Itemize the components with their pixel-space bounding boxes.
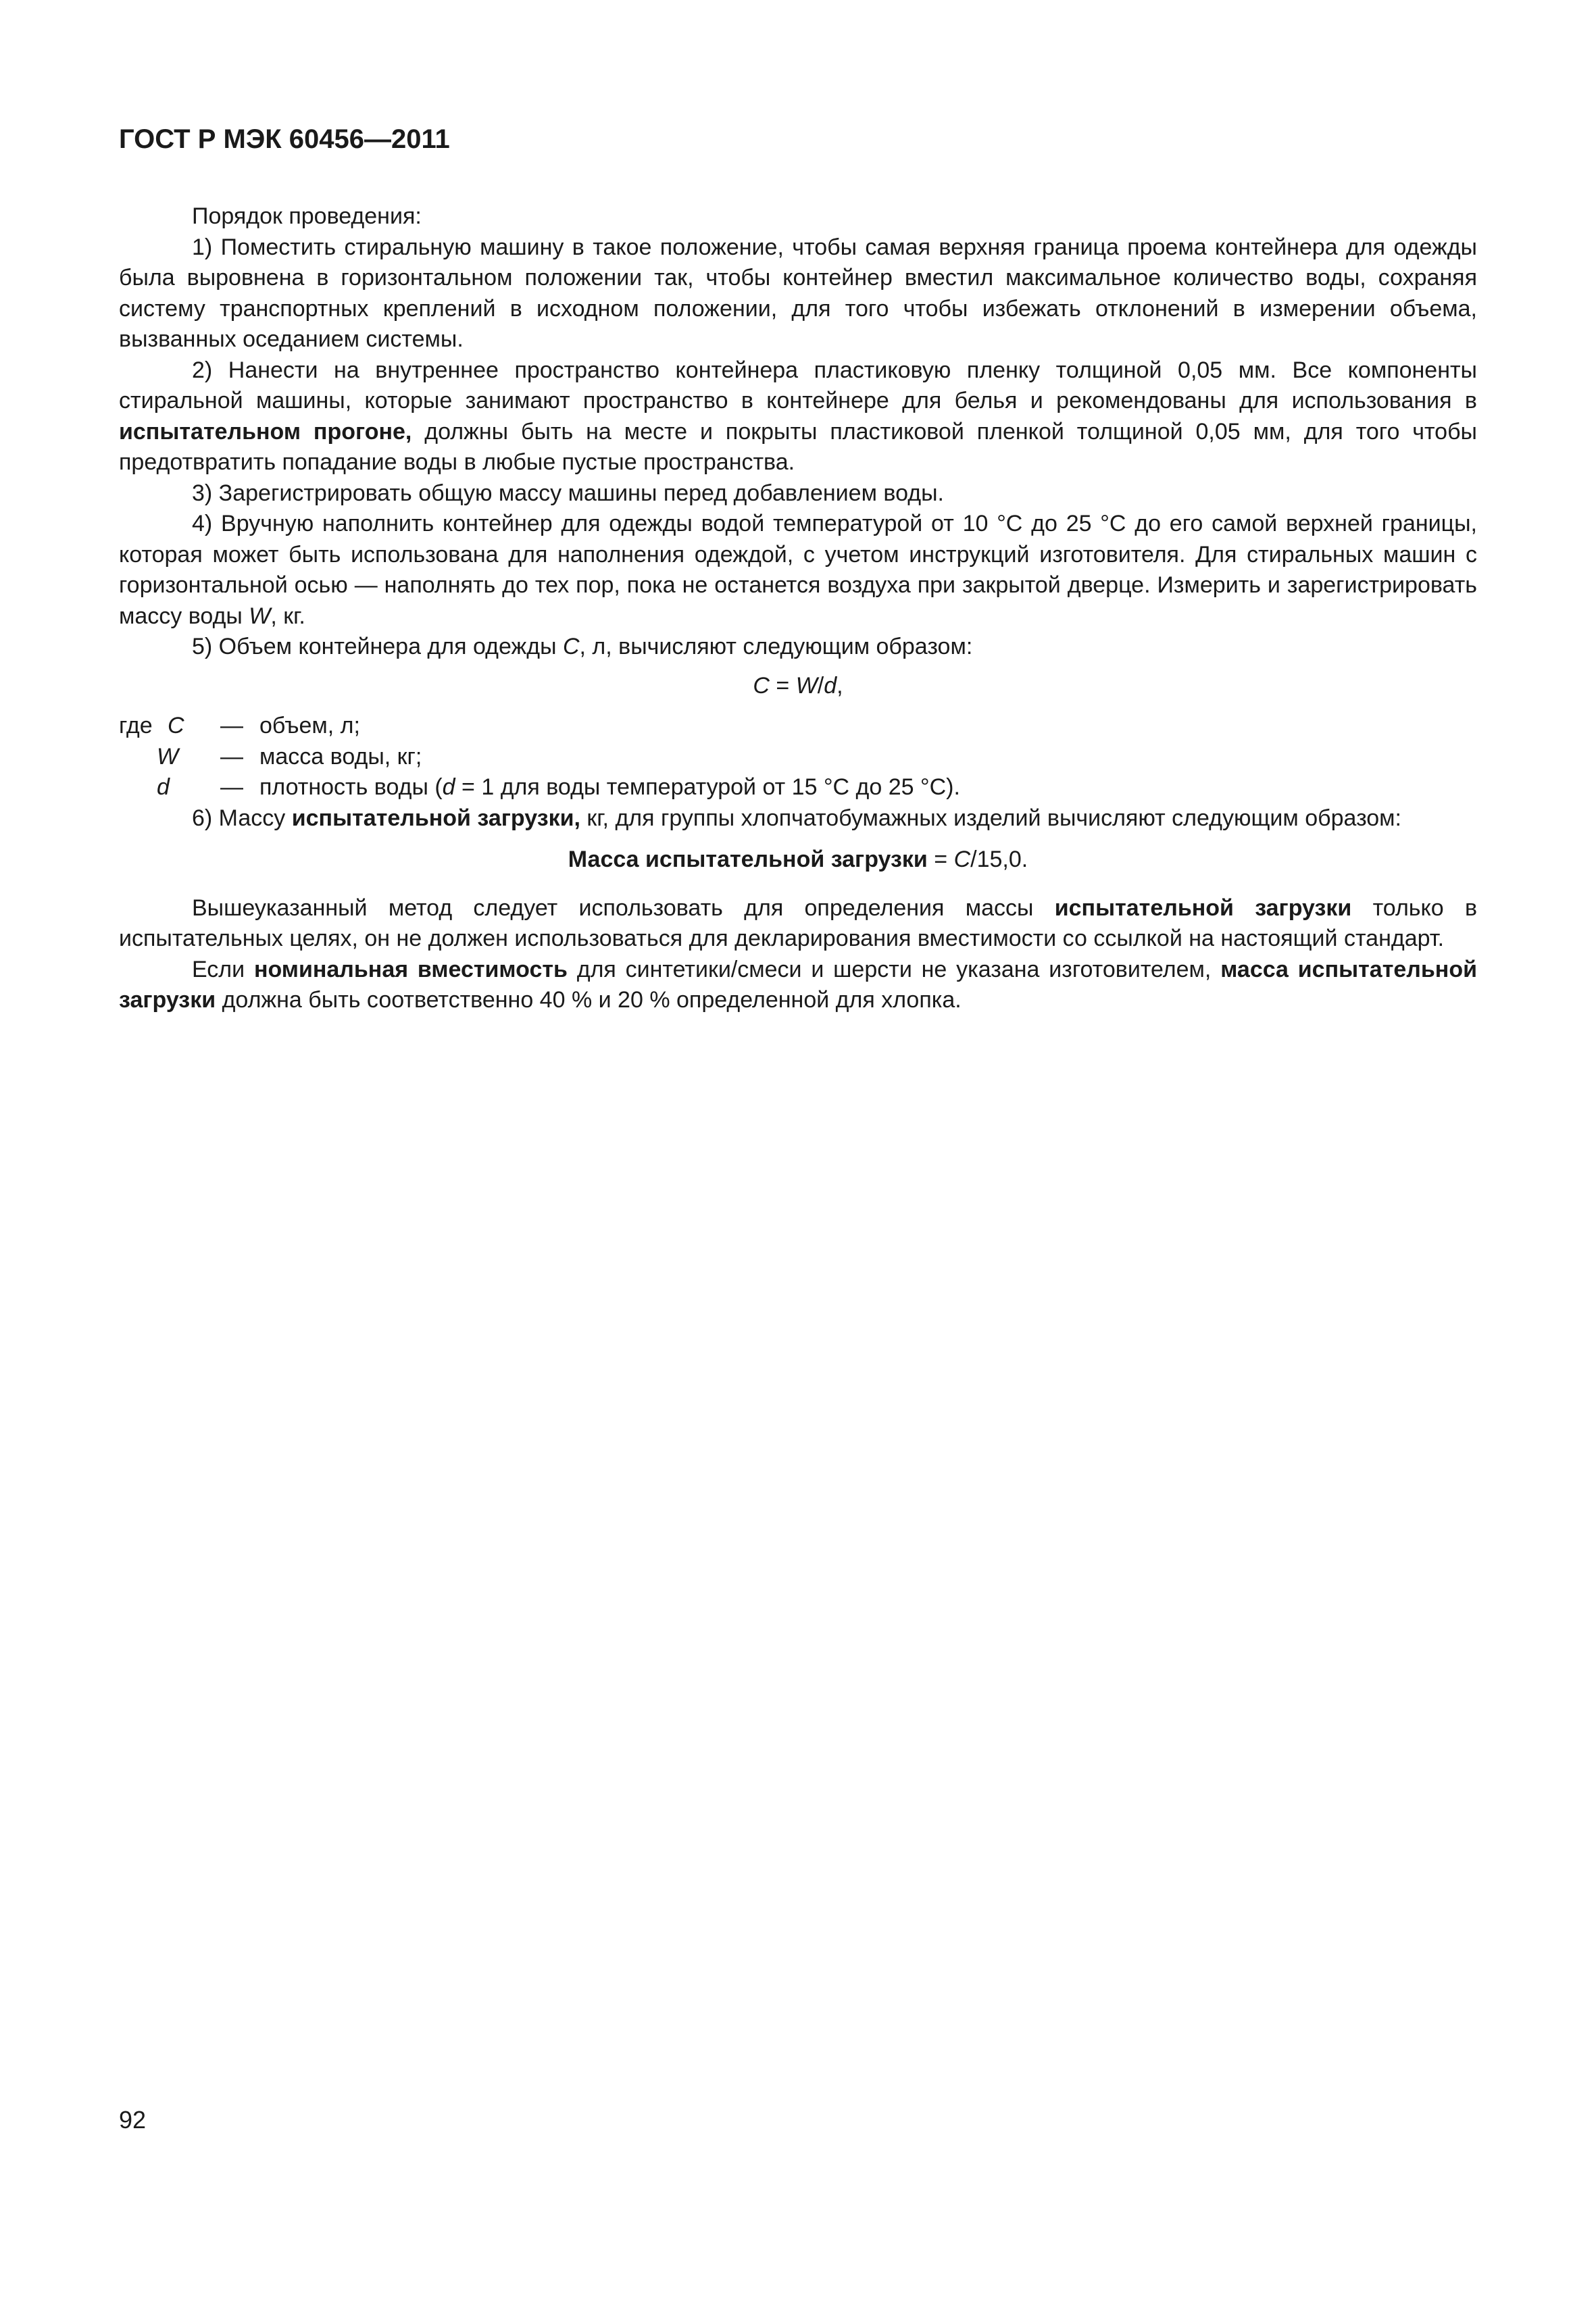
- step-5-text-b: , л, вычисляют следующим образом:: [579, 634, 973, 659]
- where-item-c: [119, 711, 1477, 742]
- document-body: [119, 201, 1477, 1016]
- where-dash: —: [220, 774, 243, 800]
- step-5-text-a: 5) Объем контейнера для одежды: [192, 634, 563, 659]
- where-desc: масса воды, кг;: [259, 743, 422, 770]
- paragraph-capacity-term-1: номинальная вместимость: [253, 956, 568, 982]
- paragraph-method-text-a: Вышеуказанный метод следует использовать для определения массы: [192, 895, 1055, 921]
- formula-volume: [119, 663, 1477, 711]
- procedure-heading: Порядок проведения:: [192, 203, 422, 229]
- where-desc: объем, л;: [259, 713, 360, 738]
- step-4-variable: W: [249, 603, 271, 629]
- formula-test-load-eq: =: [927, 847, 954, 872]
- standard-header: ГОСТ Р МЭК 60456—2011: [119, 124, 450, 154]
- formula-volume-eq: =: [769, 672, 796, 699]
- paragraph-method-note: [119, 893, 1477, 955]
- step-6-text-a: 6) Массу: [192, 805, 292, 831]
- step-2: [119, 355, 1477, 478]
- step-5: [119, 632, 1477, 663]
- where-item-d: [119, 772, 1477, 803]
- where-label: где: [119, 713, 153, 738]
- paragraph-capacity-note: [119, 955, 1477, 1016]
- where-dash: —: [220, 743, 243, 770]
- step-3: 3) Зарегистрировать общую массу машины перед добавлением воды.: [192, 480, 944, 506]
- step-5-variable: С: [562, 634, 580, 659]
- step-6-text-b: кг, для группы хлопчатобумажных изделий вычисляют следующим образом:: [580, 805, 1402, 831]
- where-dash: —: [220, 713, 243, 738]
- page-number: 92: [119, 2106, 147, 2134]
- where-symbol: С: [168, 713, 184, 738]
- where-item-w: [119, 742, 1477, 773]
- paragraph-capacity-text-a: Если: [192, 956, 254, 982]
- paragraph-method-term: испытательной загрузки: [1054, 895, 1352, 921]
- paragraph-capacity-term-2: масса испытательной загрузки: [119, 956, 1477, 1013]
- where-desc-a: плотность воды (: [259, 774, 443, 800]
- step-2-text-a: 2) Нанести на внутреннее пространство контейнера пластиковую пленку толщиной 0,05 мм. Все компоненты стиральной машины, которые занимают пространство в контейнере для белья и рекомендованы для использования в: [119, 357, 1477, 413]
- step-2-term: испытательном прогоне,: [119, 418, 412, 445]
- formula-volume-end: ,: [837, 672, 843, 699]
- step-4-text-b: , кг.: [270, 603, 305, 629]
- paragraph-capacity-text-b: для синтетики/смеси и шерсти не указана изготовителем,: [567, 956, 1221, 982]
- step-4-text-a: 4) Вручную наполнить контейнер для одежды водой температурой от 10 °С до 25 °С до его самой верхней границы, которая может быть использована для наполнения одеждой, с учетом инструкций изготовителя. Для стиральных машин с горизонтальной осью — наполнять до тех пор, пока не останется воздуха при закрытой дверце. Измерить и зарегистрировать массу воды: [119, 511, 1477, 629]
- where-desc-variable: d: [442, 774, 455, 800]
- paragraph-capacity-text-c: должна быть соответственно 40 % и 20 % определенной для хлопка.: [216, 987, 962, 1013]
- step-1: 1) Поместить стиральную машину в такое положение, чтобы самая верхняя граница проема контейнера для одежды была выровнена в горизонтальном положении так, чтобы контейнер вместил максимальное количество воды, сохраняя систему транспортных креплений в исходном положении, для того чтобы избежать отклонений в измерении объема, вызванных оседанием системы.: [119, 234, 1477, 352]
- formula-test-load: [119, 834, 1477, 893]
- formula-volume-w: W: [795, 672, 818, 699]
- formula-test-load-end: /15,0.: [970, 847, 1028, 872]
- step-6-term: испытательной загрузки,: [291, 805, 580, 831]
- step-2-text-b: должны быть на месте и покрыты пластиковой пленкой толщиной 0,05 мм, для того чтобы предотвратить попадание воды в любые пустые пространства.: [119, 418, 1477, 475]
- formula-test-load-var: С: [953, 847, 971, 872]
- formula-volume-slash: /: [817, 672, 824, 699]
- formula-volume-d: d: [824, 672, 837, 699]
- where-desc: [259, 772, 960, 803]
- step-6: [119, 803, 1477, 834]
- where-symbol: d: [157, 774, 170, 800]
- formula-test-load-term: Масса испытательной загрузки: [568, 847, 928, 872]
- where-symbol: W: [157, 743, 179, 770]
- formula-volume-c: С: [753, 672, 770, 699]
- step-4: [119, 509, 1477, 632]
- paragraph-method-text-b: только в испытательных целях, он не должен использоваться для декларирования вместимости со ссылкой на настоящий стандарт.: [119, 895, 1478, 951]
- where-desc-b: = 1 для воды температурой от 15 °С до 25 °С).: [455, 774, 960, 800]
